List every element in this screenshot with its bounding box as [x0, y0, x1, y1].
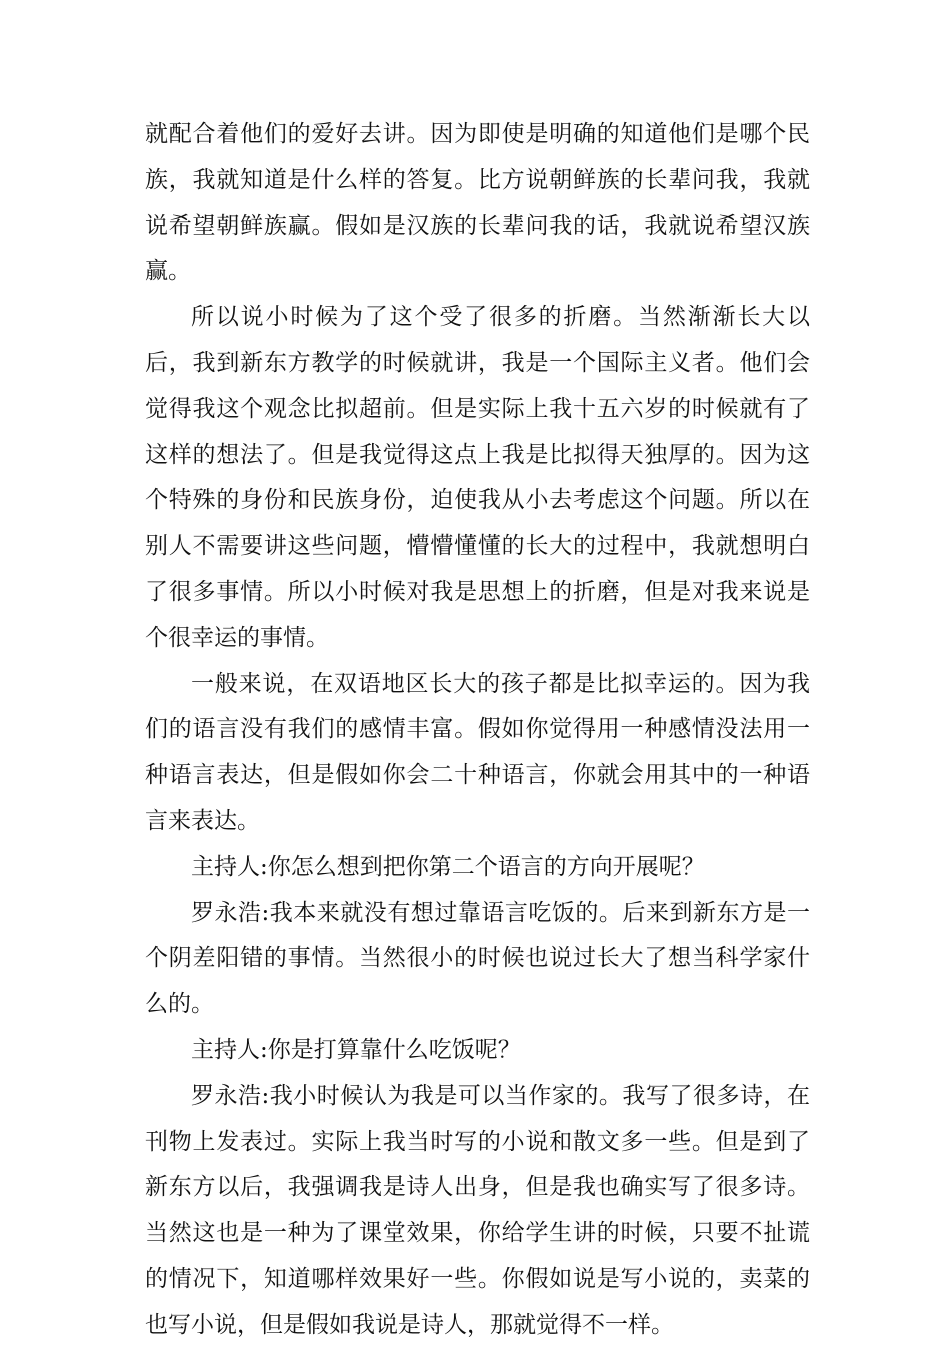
paragraph-answer-2: 罗永浩:我小时候认为我是可以当作家的。我写了很多诗，在刊物上发表过。实际上我当时写的小说和散文多一些。但是到了新东方以后，我强调我是诗人出身，但是我也确实写了很多诗。当然这也是一种为了课堂效果，你给学生讲的时候，只要不扯谎的情况下，知道哪样效果好一些。你假如说是写小说的，卖菜的也写小说，但是假如我说是诗人，那就觉得不一样。 — [145, 1082, 810, 1338]
paragraph-host-question-2: 主持人:你是打算靠什么吃饭呢？ — [191, 1036, 521, 1063]
paragraph-3: 一般来说，在双语地区长大的孩子都是比拟幸运的。因为我们的语言没有我们的感情丰富。假如你觉得用一种感情没法用一种语言表达，但是假如你会二十种语言，你就会用其中的一种语言来表达。 — [145, 670, 810, 834]
document-page — [145, 112, 810, 1349]
paragraph-host-question-1: 主持人:你怎么想到把你第二个语言的方向开展呢？ — [191, 853, 705, 880]
paragraph-2: 所以说小时候为了这个受了很多的折磨。当然渐渐长大以后，我到新东方教学的时候就讲，我是一个国际主义者。他们会觉得我这个观念比拟超前。但是实际上我十五六岁的时候就有了这样的想法了。但是我觉得这点上我是比拟得天独厚的。因为这个特殊的身份和民族身份，迫使我从小去考虑这个问题。所以在别人不需要讲这些问题，懵懵懂懂的长大的过程中，我就想明白了很多事情。所以小时候对我是思想上的折磨，但是对我来说是个很幸运的事情。 — [145, 304, 810, 651]
paragraph-answer-1: 罗永浩:我本来就没有想过靠语言吃饭的。后来到新东方是一个阴差阳错的事情。当然很小的时候也说过长大了想当科学家什么的。 — [145, 899, 810, 1018]
paragraph-1: 就配合着他们的爱好去讲。因为即使是明确的知道他们是哪个民族，我就知道是什么样的答复。比方说朝鲜族的长辈问我，我就说希望朝鲜族赢。假如是汉族的长辈问我的话，我就说希望汉族赢。 — [145, 121, 810, 285]
